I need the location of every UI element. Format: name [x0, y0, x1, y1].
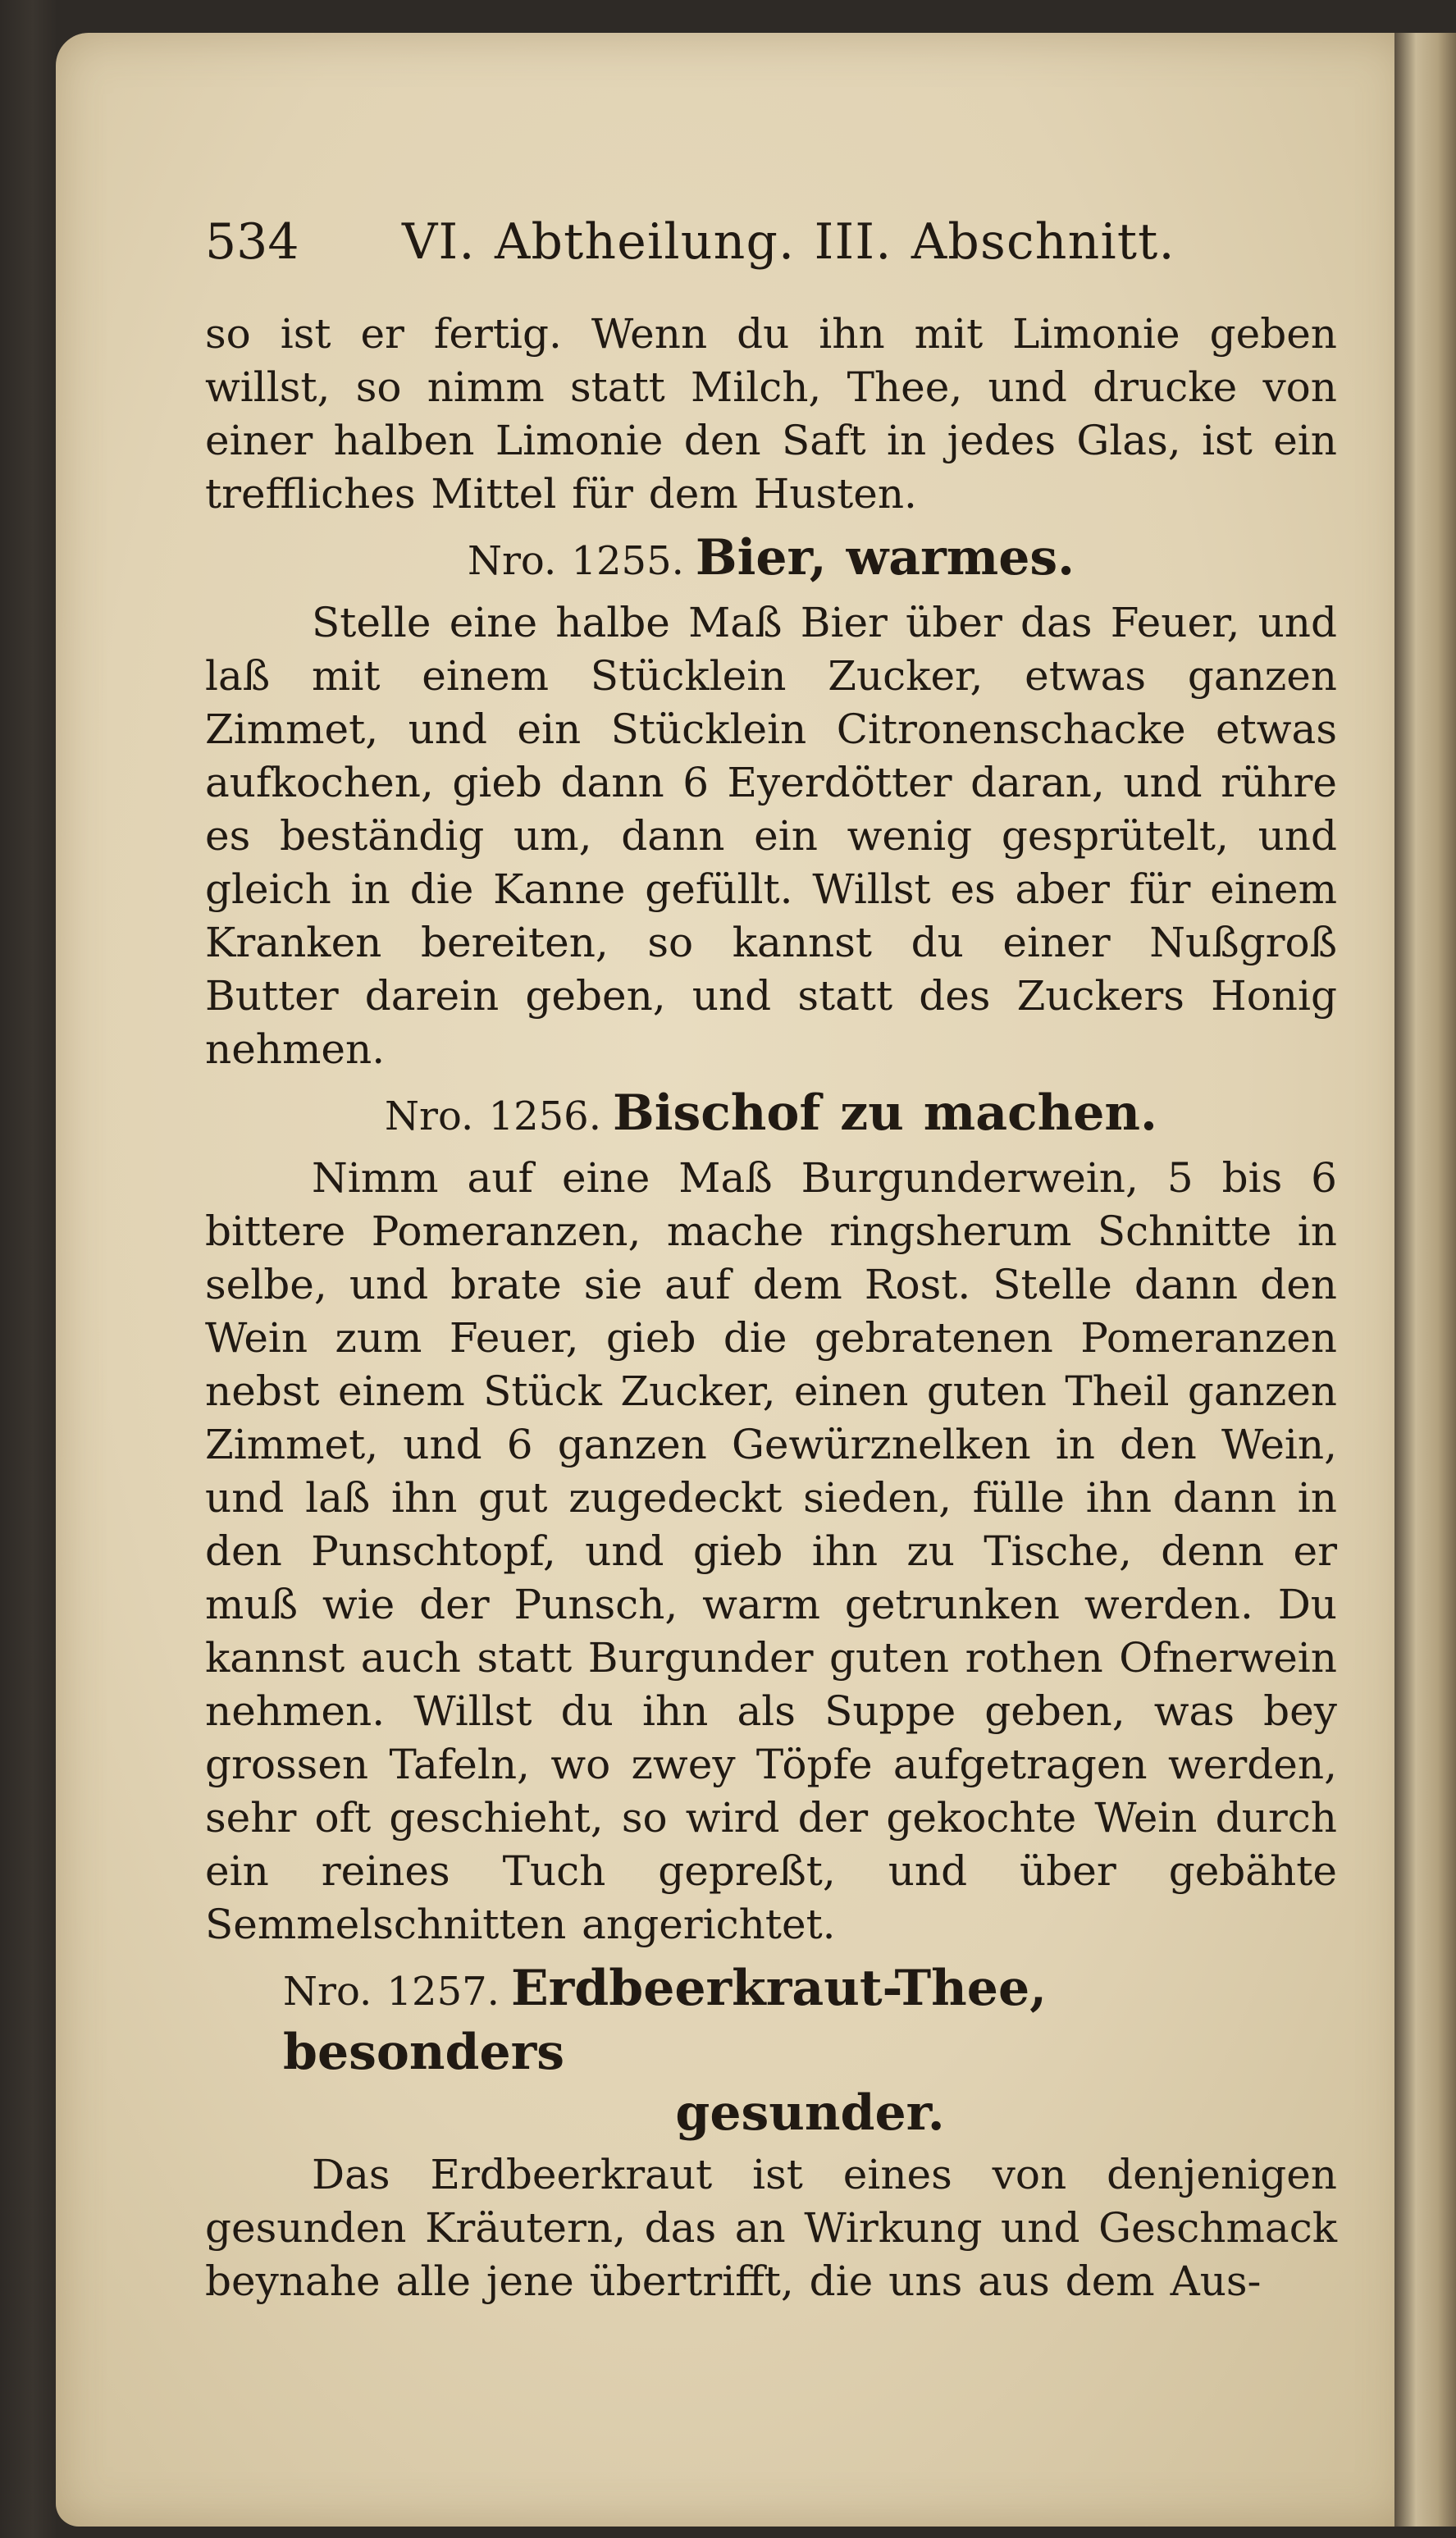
running-title: VI. Abtheilung. III. Abschnitt.: [402, 213, 1175, 271]
recipe-number: Nro. 1255.: [467, 538, 684, 584]
recipe-title: Bischof zu machen.: [612, 1084, 1157, 1142]
recipe-number: Nro. 1256.: [385, 1093, 601, 1139]
running-header: [205, 209, 1337, 275]
recipe-heading-1256: [205, 1083, 1337, 1147]
page-text: [205, 209, 1337, 2308]
page-edge: [1394, 33, 1456, 2527]
recipe-number: Nro. 1257.: [283, 1969, 500, 2015]
paragraph-continuation: so ist er fertig. Wenn du ihn mit Limonie geben willst, so nimm statt Milch, Thee, und drucke von einer halben Limonie den Saft in jedes Glas, ist ein treffliches Mittel für dem Husten.: [205, 310, 1337, 518]
recipe-heading-1255: [205, 527, 1337, 591]
recipe-body-1255: Stelle eine halbe Maß Bier über das Feuer, und laß mit einem Stücklein Zucker, etwas ganzen Zimmet, und ein Stücklein Citronenschacke etwas aufkochen, gieb dann 6 Eyerdötter daran, und rühre es beständig um, dann ein wenig gesprütelt, und gleich in die Kanne gefüllt. Willst es aber für einem Kranken bereiten, so kannst du einer Nußgroß Butter darein geben, und statt des Zuckers Honig nehmen.: [205, 599, 1337, 1073]
recipe-title-continuation: gesunder.: [675, 2084, 945, 2142]
recipe-body-1257: Das Erdbeerkraut ist eines von denjenigen gesunden Kräutern, das an Wirkung und Geschmack beynahe alle jene übertrifft, die uns aus dem Aus-: [205, 2151, 1337, 2305]
recipe-heading-1257: [205, 1958, 1337, 2143]
page-number: 534: [205, 213, 299, 271]
recipe-title: Erdbeerkraut-Thee, besonders: [283, 1960, 1047, 2081]
recipe-body-1256: Nimm auf eine Maß Burgunderwein, 5 bis 6 bittere Pomeranzen, mache ringsherum Schnitte in selbe, und brate sie auf dem Rost. Stelle dann den Wein zum Feuer, gieb die gebratenen Pomeranzen nebst einem Stück Zucker, einen guten Theil ganzen Zimmet, und 6 ganzen Gewürznelken in den Wein, und laß ihn gut zugedeckt sieden, fülle ihn dann in den Punschtopf, und gieb ihn zu Tische, denn er muß wie der Punsch, warm getrunken werden. Du kannst auch statt Burgunder guten rothen Ofnerwein nehmen. Willst du ihn als Suppe geben, was bey grossen Tafeln, wo zwey Töpfe aufgetragen werden, sehr oft geschieht, so wird der gekochte Wein durch ein reines Tuch gepreßt, und über gebähte Semmelschnitten angerichtet.: [205, 1154, 1337, 1948]
recipe-title: Bier, warmes.: [695, 529, 1075, 587]
